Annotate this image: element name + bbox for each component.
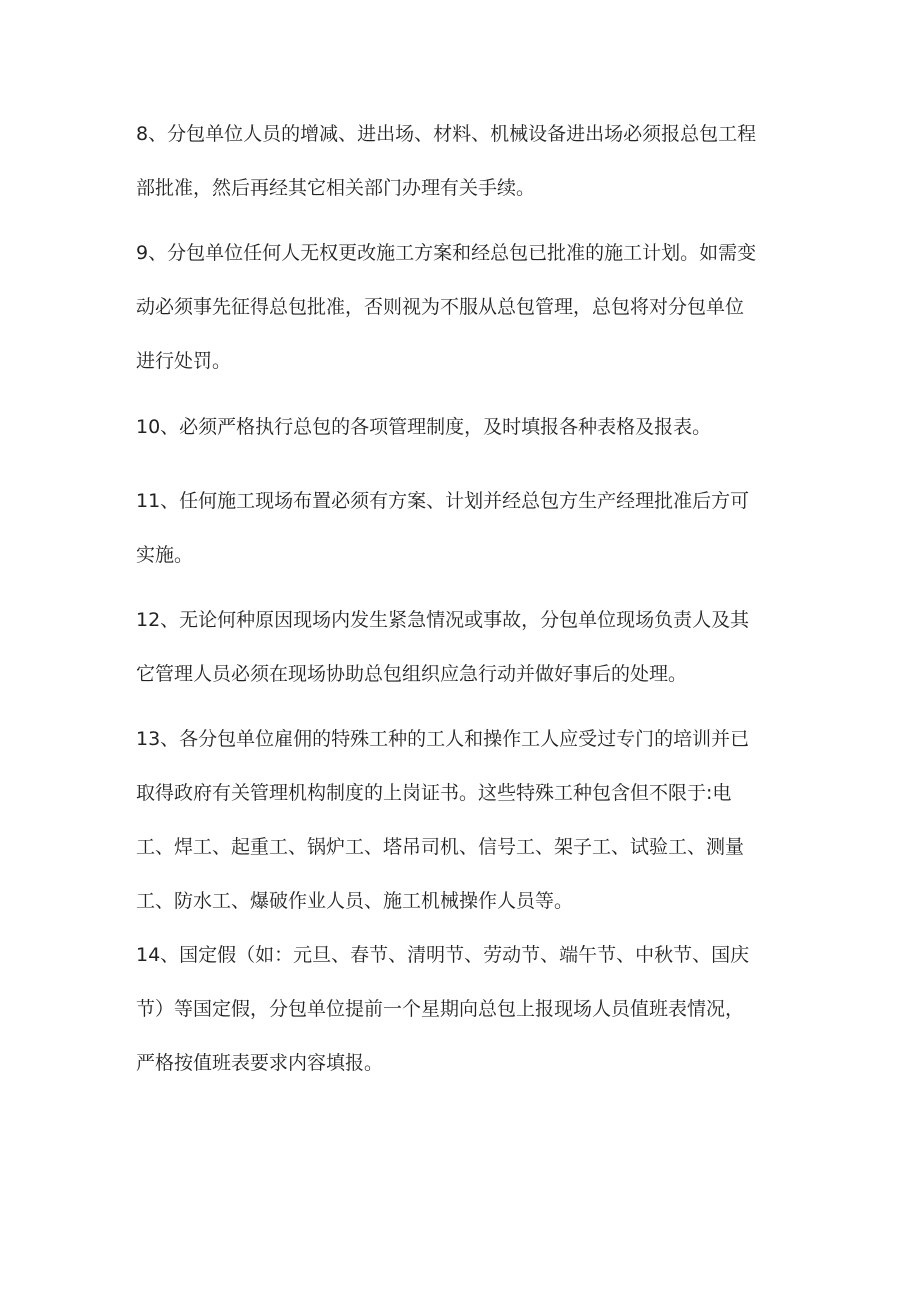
text-line: 取得政府有关管理机构制度的上岗证书。这些特殊工种包含但不限于:电 (136, 782, 732, 804)
clause-12 (136, 593, 796, 701)
text-line: 14、国定假（如：元旦、春节、清明节、劳动节、端午节、中秋节、国庆 (136, 944, 750, 966)
clause-13 (136, 712, 796, 928)
text-line: 10、必须严格执行总包的各项管理制度，及时填报各种表格及报表。 (136, 416, 712, 438)
text-line: 节）等国定假，分包单位提前一个星期向总包上报现场人员值班表情况， (136, 998, 745, 1020)
text-line: 工、防水工、爆破作业人员、施工机械操作人员等。 (136, 890, 574, 912)
text-line: 它管理人员必须在现场协助总包组织应急行动并做好事后的处理。 (136, 663, 688, 685)
clause-11 (136, 474, 796, 582)
text-line: 严格按值班表要求内容填报。 (136, 1052, 384, 1074)
clause-8 (136, 107, 796, 215)
text-line: 实施。 (136, 544, 194, 566)
text-line: 进行处罚。 (136, 350, 232, 372)
text-line: 11、任何施工现场布置必须有方案、计划并经总包方生产经理批准后方可 (136, 490, 750, 512)
text-line: 部批准，然后再经其它相关部门办理有关手续。 (136, 177, 536, 199)
text-line: 动必须事先征得总包批准，否则视为不服从总包管理，总包将对分包单位 (136, 296, 745, 318)
clause-14 (136, 928, 796, 1090)
text-line: 工、焊工、起重工、锅炉工、塔吊司机、信号工、架子工、试验工、测量 (136, 836, 745, 858)
clause-9 (136, 226, 796, 388)
clause-10 (136, 400, 796, 454)
text-line: 12、无论何种原因现场内发生紧急情况或事故，分包单位现场负责人及其 (136, 609, 750, 631)
text-line: 13、各分包单位雇佣的特殊工种的工人和操作工人应受过专门的培训并已 (136, 728, 750, 750)
text-line: 9、分包单位任何人无权更改施工方案和经总包已批准的施工计划。如需变 (136, 242, 757, 264)
text-line: 8、分包单位人员的增减、进出场、材料、机械设备进出场必须报总包工程 (136, 123, 757, 145)
